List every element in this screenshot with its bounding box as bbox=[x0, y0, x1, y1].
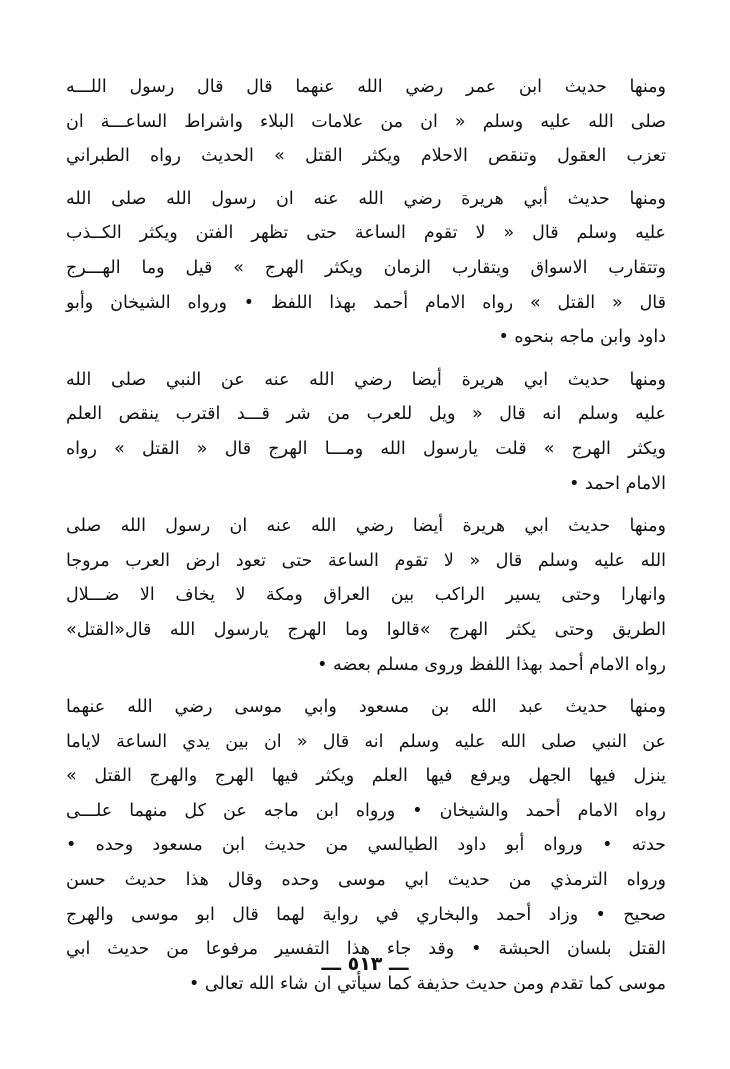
text-line: موسى كما تقدم ومن حديث حذيفة كما سيأتي ان شاء الله تعالى • bbox=[189, 973, 666, 994]
text-line: قال « القتل » رواه الامام أحمد بهذا اللفظ • ورواه الشيخان وأبو bbox=[66, 292, 666, 313]
text-line: القتل بلسان الحبشة • وقد جاء هذا التفسير مرفوعا من حديث ابي bbox=[66, 939, 666, 960]
text-line: وتتقارب الاسواق ويتقارب الزمان ويكثر الهرج » قيل وما الهـــرج bbox=[66, 257, 666, 278]
text-body bbox=[66, 70, 666, 1009]
text-line: صلى الله عليه وسلم « ان من علامات البلاء واشراط الساعـــة ان bbox=[66, 111, 666, 132]
text-line: ينزل فيها الجهل ويرفع فيها العلم ويكثر فيها الهرج والهرج القتل » bbox=[66, 766, 666, 787]
text-line: صحيح • وزاد أحمد والبخاري في رواية لهما قال ابو موسى والهرج bbox=[66, 904, 666, 925]
text-line: الطريق وحتى يكثر الهرج »قالوا وما الهرج يارسول الله قال«القتل» bbox=[66, 619, 666, 640]
paragraph-1 bbox=[66, 70, 666, 174]
text-line: ومنها حديث ابي هريرة أيضا رضي الله عنه عن النبي صلى الله bbox=[66, 369, 666, 390]
paragraph-3 bbox=[66, 363, 666, 501]
page-number: ـــ ٥١٣ ـــ bbox=[321, 953, 409, 975]
paragraph-4 bbox=[66, 509, 666, 682]
paragraph-2 bbox=[66, 182, 666, 355]
text-line: ومنها حديث ابي هريرة أيضا رضي الله عنه ان رسول الله صلى bbox=[66, 516, 666, 537]
text-line: ومنها حديث أبي هريرة رضي الله عنه ان رسول الله صلى الله bbox=[66, 188, 666, 209]
text-line: رواه الامام أحمد والشيخان • ورواه ابن ماجه عن كل منهما علـــى bbox=[66, 800, 666, 821]
text-line: تعزب العقول وتنقص الاحلام ويكثر القتل » الحديث رواه الطبراني bbox=[66, 146, 666, 167]
text-line: ويكثر الهرج » قلت يارسول الله ومـــا الهرج قال « القتل » رواه bbox=[66, 438, 666, 459]
text-line: الامام احمد • bbox=[569, 473, 666, 494]
text-line: ومنها حديث عبد الله بن مسعود وابي موسى رضي الله عنهما bbox=[66, 697, 666, 718]
text-line: عليه وسلم قال « لا تقوم الساعة حتى تظهر الفتن ويكثر الكــذب bbox=[66, 223, 666, 244]
text-line: عن النبي صلى الله عليه وسلم انه قال « ان بين يدي الساعة لاياما bbox=[66, 731, 666, 752]
text-line: ومنها حديث ابن عمر رضي الله عنهما قال قال رسول اللـــه bbox=[66, 77, 666, 97]
text-line: داود وابن ماجه بنحوه • bbox=[498, 327, 666, 348]
text-line: حدته • ورواه أبو داود الطيالسي من حديث ابن مسعود وحده • bbox=[66, 835, 666, 856]
text-line: الله عليه وسلم قال « لا تقوم الساعة حتى تعود ارض العرب مروجا bbox=[66, 550, 666, 571]
text-line: ورواه الترمذي من حديث ابي موسى وحده وقال هذا حديث حسن bbox=[66, 870, 666, 891]
text-line: رواه الامام أحمد بهذا اللفظ وروى مسلم بعضه • bbox=[317, 654, 666, 675]
text-line: عليه وسلم انه قال « ويل للعرب من شر قـــد اقترب ينقص العلم bbox=[66, 404, 666, 425]
text-line: وانهارا وحتى يسير الراكب بين العراق ومكة لا يخاف الا ضـــلال bbox=[66, 585, 666, 606]
